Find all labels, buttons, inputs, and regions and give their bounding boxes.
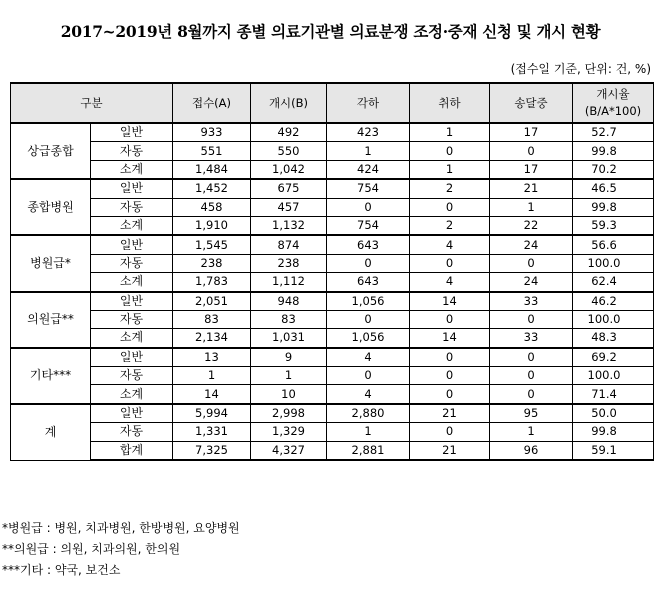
cell-started: 1,042: [251, 160, 327, 179]
cell-dismissed: 754: [327, 216, 410, 235]
cell-received: 1: [173, 367, 251, 385]
cell-rate: 59.3: [573, 216, 654, 235]
cell-started: 1,132: [251, 216, 327, 235]
table-row: [11, 329, 654, 348]
cell-dismissed: 2,881: [327, 441, 410, 460]
subcategory-cell: 자동: [91, 367, 173, 385]
cell-started: 1,329: [251, 423, 327, 441]
header-rate-line1: 개시율: [596, 87, 630, 101]
cell-started: 83: [251, 310, 327, 328]
cell-started: 2,998: [251, 404, 327, 423]
cell-received: 458: [173, 198, 251, 216]
subcategory-cell: 소계: [91, 329, 173, 348]
cell-rate: 100.0: [573, 367, 654, 385]
table-row: [11, 142, 654, 160]
table-body: [11, 123, 654, 460]
cell-started: 675: [251, 179, 327, 198]
cell-rate: 52.7: [573, 123, 654, 142]
cell-sending: 95: [490, 404, 573, 423]
subcategory-cell: 자동: [91, 142, 173, 160]
cell-received: 1,910: [173, 216, 251, 235]
footnote: ***기타 : 약국, 보건소: [2, 563, 121, 577]
cell-rate: 56.6: [573, 235, 654, 254]
cell-received: 5,994: [173, 404, 251, 423]
cell-sending: 22: [490, 216, 573, 235]
subcategory-cell: 자동: [91, 198, 173, 216]
cell-started: 1,112: [251, 273, 327, 292]
cell-withdrawn: 1: [410, 160, 490, 179]
cell-withdrawn: 0: [410, 254, 490, 272]
cell-dismissed: 1: [327, 423, 410, 441]
cell-sending: 0: [490, 254, 573, 272]
cell-rate: 62.4: [573, 273, 654, 292]
header-withdrawn: 취하: [410, 83, 490, 123]
cell-withdrawn: 2: [410, 179, 490, 198]
cell-sending: 24: [490, 235, 573, 254]
subcategory-cell: 합계: [91, 441, 173, 460]
table-row: [11, 348, 654, 367]
cell-rate: 59.1: [573, 441, 654, 460]
cell-received: 7,325: [173, 441, 251, 460]
cell-withdrawn: 0: [410, 367, 490, 385]
table-row: [11, 310, 654, 328]
subcategory-cell: 일반: [91, 348, 173, 367]
cell-dismissed: 1,056: [327, 292, 410, 311]
table-row: [11, 423, 654, 441]
cell-received: 83: [173, 310, 251, 328]
cell-sending: 17: [490, 123, 573, 142]
cell-dismissed: 423: [327, 123, 410, 142]
cell-sending: 0: [490, 367, 573, 385]
cell-dismissed: 4: [327, 385, 410, 404]
table-row: [11, 367, 654, 385]
cell-sending: 33: [490, 292, 573, 311]
header-dismissed: 각하: [327, 83, 410, 123]
cell-dismissed: 4: [327, 348, 410, 367]
group-label: 상급종합: [11, 123, 91, 179]
cell-withdrawn: 0: [410, 423, 490, 441]
cell-rate: 99.8: [573, 198, 654, 216]
cell-withdrawn: 14: [410, 329, 490, 348]
cell-dismissed: 0: [327, 254, 410, 272]
cell-withdrawn: 2: [410, 216, 490, 235]
cell-sending: 96: [490, 441, 573, 460]
cell-received: 933: [173, 123, 251, 142]
cell-dismissed: 1: [327, 142, 410, 160]
header-rate-line2: (B/A*100): [584, 104, 642, 118]
group-label: 기타***: [11, 348, 91, 404]
cell-withdrawn: 4: [410, 235, 490, 254]
cell-received: 2,051: [173, 292, 251, 311]
cell-rate: 99.8: [573, 423, 654, 441]
cell-started: 10: [251, 385, 327, 404]
cell-dismissed: 0: [327, 198, 410, 216]
cell-dismissed: 2,880: [327, 404, 410, 423]
cell-withdrawn: 0: [410, 385, 490, 404]
page-title: 2017~2019년 8월까지 종별 의료기관별 의료분쟁 조정·중재 신청 및 개시 현황: [60, 22, 601, 41]
group-label: 종합병원: [11, 179, 91, 235]
cell-withdrawn: 1: [410, 123, 490, 142]
cell-sending: 1: [490, 423, 573, 441]
cell-withdrawn: 0: [410, 310, 490, 328]
cell-sending: 33: [490, 329, 573, 348]
group-label: 계: [11, 404, 91, 460]
cell-sending: 17: [490, 160, 573, 179]
cell-dismissed: 643: [327, 273, 410, 292]
header-started: 개시(B): [251, 83, 327, 123]
footnote: **의원급 : 의원, 치과의원, 한의원: [2, 542, 181, 556]
cell-received: 1,484: [173, 160, 251, 179]
cell-withdrawn: 14: [410, 292, 490, 311]
cell-received: 14: [173, 385, 251, 404]
cell-started: 4,327: [251, 441, 327, 460]
table-row: [11, 235, 654, 254]
subcategory-cell: 일반: [91, 292, 173, 311]
subcategory-cell: 일반: [91, 235, 173, 254]
cell-rate: 69.2: [573, 348, 654, 367]
table-header-row: [11, 83, 654, 123]
cell-rate: 50.0: [573, 404, 654, 423]
table-row: [11, 160, 654, 179]
cell-withdrawn: 0: [410, 198, 490, 216]
cell-started: 1: [251, 367, 327, 385]
cell-rate: 70.2: [573, 160, 654, 179]
cell-sending: 0: [490, 310, 573, 328]
table-row: [11, 198, 654, 216]
header-received: 접수(A): [173, 83, 251, 123]
subcategory-cell: 자동: [91, 423, 173, 441]
cell-started: 238: [251, 254, 327, 272]
statistics-table: [10, 82, 654, 461]
cell-received: 1,783: [173, 273, 251, 292]
cell-rate: 48.3: [573, 329, 654, 348]
table-row: [11, 216, 654, 235]
cell-dismissed: 0: [327, 367, 410, 385]
cell-rate: 99.8: [573, 142, 654, 160]
cell-sending: 24: [490, 273, 573, 292]
cell-sending: 21: [490, 179, 573, 198]
cell-sending: 1: [490, 198, 573, 216]
group-label: 병원급*: [11, 235, 91, 291]
cell-sending: 0: [490, 385, 573, 404]
subcategory-cell: 자동: [91, 254, 173, 272]
cell-rate: 100.0: [573, 310, 654, 328]
table-row: [11, 441, 654, 460]
subcategory-cell: 소계: [91, 216, 173, 235]
cell-received: 1,331: [173, 423, 251, 441]
header-rate: [573, 83, 654, 123]
subcategory-cell: 소계: [91, 385, 173, 404]
cell-dismissed: 424: [327, 160, 410, 179]
subcategory-cell: 소계: [91, 273, 173, 292]
table-row: [11, 385, 654, 404]
cell-received: 238: [173, 254, 251, 272]
cell-dismissed: 643: [327, 235, 410, 254]
unit-note: (접수일 기준, 단위: 건, %): [510, 62, 651, 76]
cell-rate: 46.2: [573, 292, 654, 311]
cell-received: 1,545: [173, 235, 251, 254]
cell-withdrawn: 21: [410, 441, 490, 460]
header-sending: 송달중: [490, 83, 573, 123]
cell-started: 550: [251, 142, 327, 160]
cell-withdrawn: 0: [410, 142, 490, 160]
cell-withdrawn: 0: [410, 348, 490, 367]
cell-started: 9: [251, 348, 327, 367]
cell-received: 2,134: [173, 329, 251, 348]
cell-started: 457: [251, 198, 327, 216]
table-row: [11, 292, 654, 311]
subcategory-cell: 일반: [91, 404, 173, 423]
cell-withdrawn: 4: [410, 273, 490, 292]
cell-dismissed: 0: [327, 310, 410, 328]
footnote: *병원급 : 병원, 치과병원, 한방병원, 요양병원: [2, 521, 240, 535]
cell-started: 492: [251, 123, 327, 142]
cell-rate: 71.4: [573, 385, 654, 404]
table-row: [11, 254, 654, 272]
group-label: 의원급**: [11, 292, 91, 348]
subcategory-cell: 일반: [91, 179, 173, 198]
subcategory-cell: 자동: [91, 310, 173, 328]
cell-rate: 100.0: [573, 254, 654, 272]
footnotes: [2, 518, 240, 581]
cell-withdrawn: 21: [410, 404, 490, 423]
cell-started: 874: [251, 235, 327, 254]
cell-started: 948: [251, 292, 327, 311]
cell-rate: 46.5: [573, 179, 654, 198]
header-category: 구분: [11, 83, 173, 123]
table-row: [11, 273, 654, 292]
cell-received: 1,452: [173, 179, 251, 198]
cell-received: 13: [173, 348, 251, 367]
cell-sending: 0: [490, 348, 573, 367]
subcategory-cell: 소계: [91, 160, 173, 179]
cell-dismissed: 1,056: [327, 329, 410, 348]
cell-dismissed: 754: [327, 179, 410, 198]
table-row: [11, 123, 654, 142]
subcategory-cell: 일반: [91, 123, 173, 142]
table-row: [11, 404, 654, 423]
table-row: [11, 179, 654, 198]
cell-started: 1,031: [251, 329, 327, 348]
cell-received: 551: [173, 142, 251, 160]
cell-sending: 0: [490, 142, 573, 160]
